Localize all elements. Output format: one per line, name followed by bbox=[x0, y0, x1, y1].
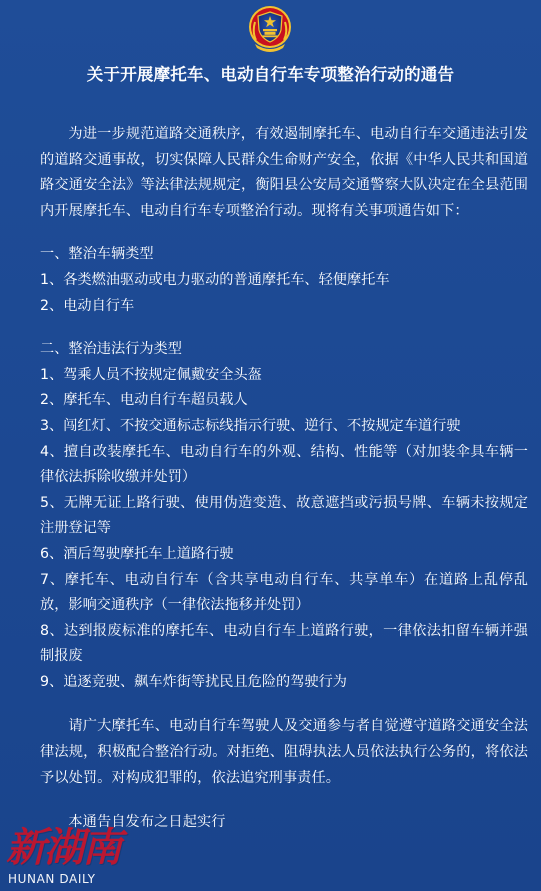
list-item: 6、酒后驾驶摩托车上道路行驶 bbox=[40, 545, 234, 562]
section-heading: 一、整治车辆类型 bbox=[40, 246, 154, 263]
hunan-daily-watermark bbox=[6, 824, 136, 890]
effective-date-line: 本通告自发布之日起实行 bbox=[68, 814, 226, 831]
intro-paragraph: 为进一步规范道路交通秩序，有效遏制摩托车、电动自行车交通违法引发的道路交通事故，切实保障人民群众生命财产安全，依据《中华人民共和国道路交通安全法》等法律法规规定，衡阳县公安局交通警察大队决定在全县范围内开展摩托车、电动自行车专项整治行动。现将有关事项通告如下： bbox=[40, 126, 528, 219]
list-item: 3、闯红灯、不按交通标志标线指示行驶、逆行、不按规定车道行驶 bbox=[40, 417, 461, 434]
list-item: 8、达到报废标准的摩托车、电动自行车上道路行驶，一律依法扣留车辆并强制报废 bbox=[40, 622, 528, 665]
list-item: 2、电动自行车 bbox=[40, 297, 135, 314]
closing-paragraph: 请广大摩托车、电动自行车驾驶人及交通参与者自觉遵守道路交通安全法律法规，积极配合整治行动。对拒绝、阻碍执法人员依法执行公务的，将依法予以处罚。对构成犯罪的，依法追究刑事责任。 bbox=[40, 718, 528, 786]
list-item: 5、无牌无证上路行驶、使用伪造变造、故意遮挡或污损号牌、车辆未按规定注册登记等 bbox=[40, 494, 528, 537]
watermark-logo: 新湖南 bbox=[6, 824, 120, 871]
section-heading: 二、整治违法行为类型 bbox=[40, 341, 182, 358]
list-item: 9、追逐竞驶、飙车炸街等扰民且危险的驾驶行为 bbox=[40, 673, 347, 690]
list-item: 1、各类燃油驱动或电力驱动的普通摩托车、轻便摩托车 bbox=[40, 271, 390, 288]
list-item: 1、驾乘人员不按规定佩戴安全头盔 bbox=[40, 366, 262, 383]
notice-body bbox=[40, 122, 528, 836]
list-item: 7、摩托车、电动自行车（含共享电动自行车、共享单车）在道路上乱停乱放，影响交通秩序（一律依法拖移并处罚） bbox=[40, 571, 528, 614]
notice-title: 关于开展摩托车、电动自行车专项整治行动的通告 bbox=[86, 65, 455, 84]
section-violation-types bbox=[40, 337, 528, 695]
watermark-english: HUNAN DAILY bbox=[8, 872, 96, 886]
list-item: 2、摩托车、电动自行车超员载人 bbox=[40, 392, 248, 409]
list-item: 4、擅自改装摩托车、电动自行车的外观、结构、性能等（对加装伞具车辆一律依法拆除收缴并处罚） bbox=[40, 443, 528, 486]
section-vehicle-types bbox=[40, 242, 528, 319]
police-emblem-icon bbox=[246, 4, 294, 54]
